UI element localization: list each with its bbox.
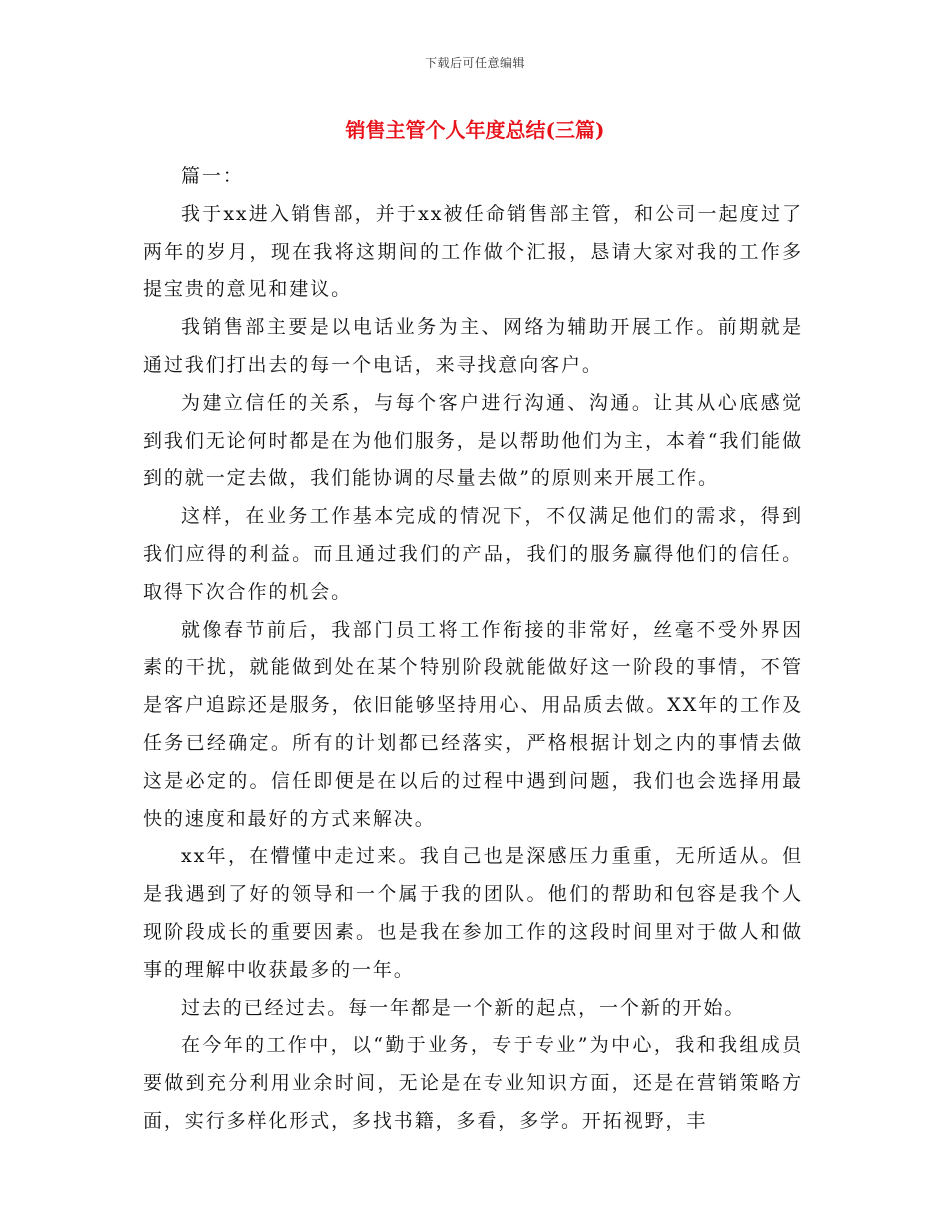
paragraph: 在今年的工作中，以“勤于业务，专于专业”为中心，我和我组成员要做到充分利用业余时间，无论是在专业知识方面，还是在营销策略方面，实行多样化形式，多找书籍，多看，多学。开拓视野，丰 — [143, 1034, 803, 1132]
paragraph: 为建立信任的关系，与每个客户进行沟通、沟通。让其从心底感觉到我们无论何时都是在为他们服务，是以帮助他们为主，本着“我们能做到的就一定去做，我们能协调的尽量去做”的原则来开展工作。 — [143, 391, 803, 490]
paragraph: 我于xx进入销售部，并于xx被任命销售部主管，和公司一起度过了两年的岁月，现在我将这期间的工作做个汇报，恳请大家对我的工作多提宝贵的意见和建议。 — [143, 202, 803, 301]
section-heading: 篇一： — [181, 165, 244, 187]
paragraph: xx年，在懵懂中走过来。我自己也是深感压力重重，无所适从。但是我遇到了好的领导和一个属于我的团队。他们的帮助和包容是我个人现阶段成长的重要因素。也是我在参加工作的这段时间里对于做人和做事的理解中收获最多的一年。 — [143, 845, 803, 981]
paragraph: 就像春节前后，我部门员工将工作衔接的非常好，丝毫不受外界因素的干扰，就能做到处在某个特别阶段就能做好这一阶段的事情，不管是客户追踪还是服务，依旧能够坚持用心、用品质去做。XX年的工作及任务已经确定。所有的计划都已经落实，严格根据计划之内的事情去做这是必定的。信任即便是在以后的过程中遇到问题，我们也会选择用最快的速度和最好的方式来解决。 — [143, 618, 803, 830]
paragraph: 过去的已经过去。每一年都是一个新的起点，一个新的开始。 — [181, 996, 746, 1019]
document-body — [143, 158, 803, 1141]
paragraph: 我销售部主要是以电话业务为主、网络为辅助开展工作。前期就是通过我们打出去的每一个电话，来寻找意向客户。 — [143, 316, 803, 376]
document-title: 销售主管个人年度总结(三篇) — [345, 118, 605, 142]
paragraph: 这样，在业务工作基本完成的情况下，不仅满足他们的需求，得到我们应得的利益。而且通过我们的产品，我们的服务赢得他们的信任。取得下次合作的机会。 — [143, 505, 803, 603]
header-note: 下载后可任意编辑 — [424, 56, 525, 70]
